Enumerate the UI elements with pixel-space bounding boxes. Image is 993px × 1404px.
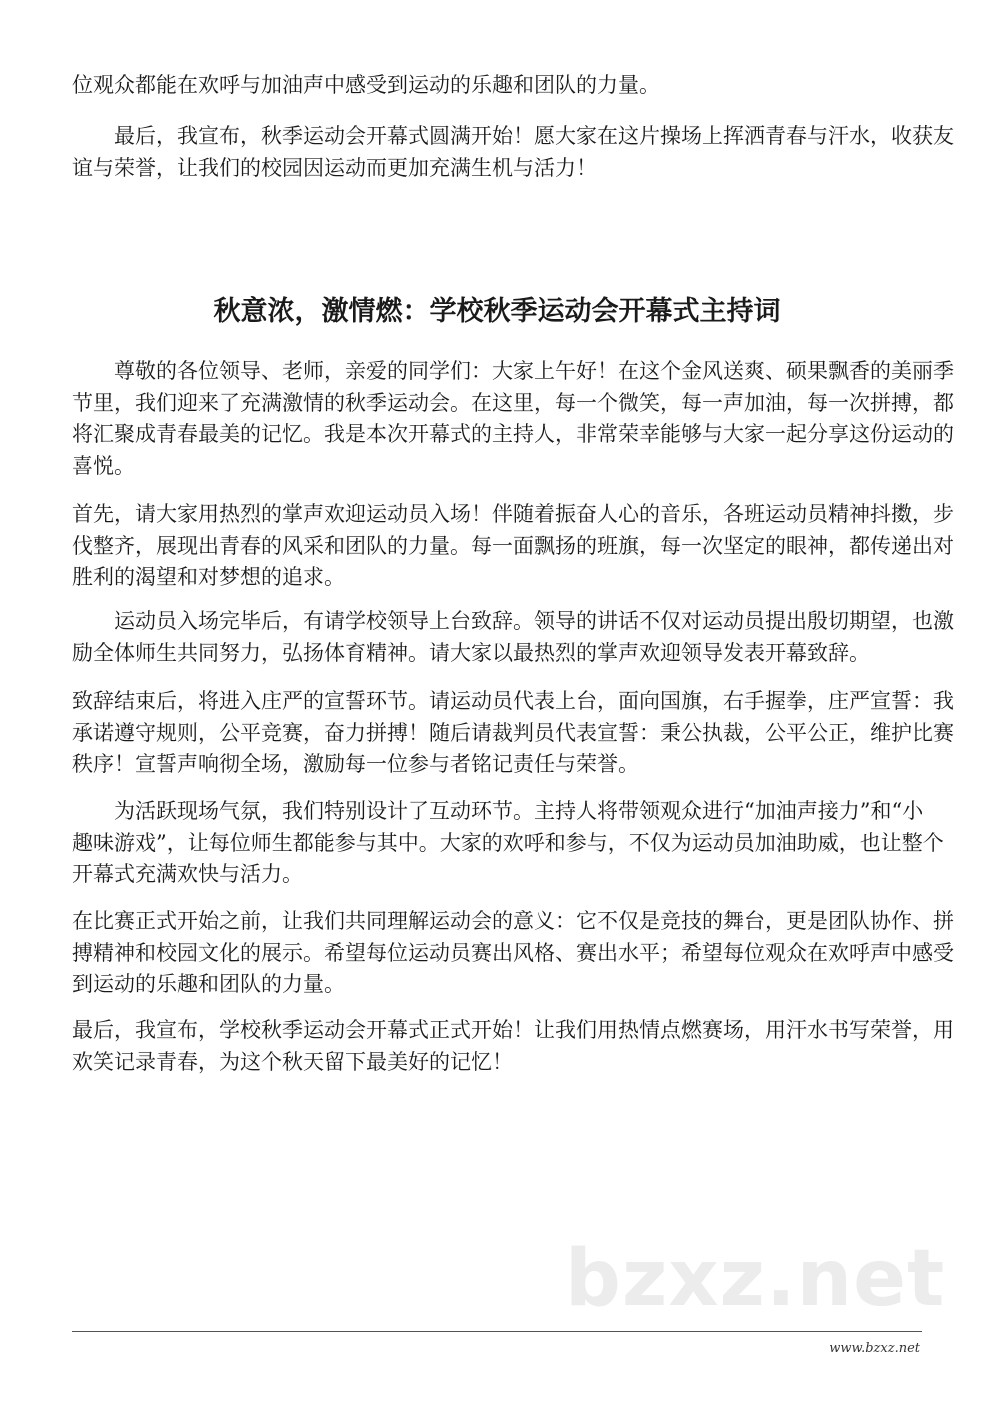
- paragraph-line: 谊与荣誉，让我们的校园因运动而更加充满生机与活力！: [72, 155, 597, 180]
- paragraph-line: 搏精神和校园文化的展示。希望每位运动员赛出风格、赛出水平；希望每位观众在欢呼声中感受: [72, 940, 954, 965]
- paragraph-line: 最后，我宣布，学校秋季运动会开幕式正式开始！让我们用热情点燃赛场，用汗水书写荣誉，用: [72, 1018, 954, 1042]
- paragraph-line: 欢笑记录青春，为这个秋天留下最美好的记忆！: [72, 1049, 513, 1074]
- paragraph-line: 为活跃现场气氛，我们特别设计了互动环节。主持人将带领观众进行“加油声接力”和“小: [114, 799, 924, 823]
- paragraph-line: 承诺遵守规则，公平竞赛，奋力拼搏！随后请裁判员代表宣誓：秉公执裁，公平公正，维护比赛: [72, 720, 954, 745]
- paragraph: [72, 1015, 954, 1078]
- paragraph: [72, 606, 954, 669]
- paragraph-line: 伐整齐，展现出青春的风采和团队的力量。每一面飘扬的班旗，每一次坚定的眼神，都传递出对: [72, 533, 954, 558]
- paragraph: [72, 499, 954, 594]
- paragraph-line: 在比赛正式开始之前，让我们共同理解运动会的意义：它不仅是竞技的舞台，更是团队协作、拼: [72, 909, 954, 933]
- paragraph-line: 运动员入场完毕后，有请学校领导上台致辞。领导的讲话不仅对运动员提出殷切期望，也激: [114, 609, 954, 633]
- paragraph-line: 开幕式充满欢快与活力。: [72, 862, 303, 886]
- paragraph-line: 趣味游戏”，让每位师生都能参与其中。大家的欢呼和参与，不仅为运动员加油助威，也让整个: [72, 830, 944, 855]
- footer-url: www.bzxz.net: [829, 1341, 920, 1356]
- paragraph-line: 致辞结束后，将进入庄严的宣誓环节。请运动员代表上台，面向国旗，右手握拳，庄严宣誓：我: [72, 689, 954, 713]
- paragraph-line: 胜利的渴望和对梦想的追求。: [72, 565, 345, 589]
- paragraph-line: 位观众都能在欢呼与加油声中感受到运动的乐趣和团队的力量。: [72, 73, 660, 97]
- watermark-logo: bzxz.net: [565, 1234, 946, 1324]
- paragraph-line: 秩序！宣誓声响彻全场，激励每一位参与者铭记责任与荣誉。: [72, 752, 639, 776]
- paragraph: [72, 121, 954, 184]
- paragraph-line: 尊敬的各位领导、老师，亲爱的同学们：大家上午好！在这个金风送爽、硕果飘香的美丽季: [114, 359, 954, 383]
- paragraph-line: 到运动的乐趣和团队的力量。: [72, 972, 345, 996]
- paragraph: [72, 796, 944, 891]
- document-title: 秋意浓，激情燃：学校秋季运动会开幕式主持词: [213, 296, 781, 327]
- footer-divider: [72, 1331, 922, 1332]
- paragraph: [72, 70, 922, 102]
- paragraph: [72, 686, 954, 781]
- paragraph-line: 将汇聚成青春最美的记忆。我是本次开幕式的主持人，非常荣幸能够与大家一起分享这份运动的: [72, 422, 954, 446]
- paragraph-line: 首先，请大家用热烈的掌声欢迎运动员入场！伴随着振奋人心的音乐，各班运动员精神抖擞，步: [72, 502, 954, 526]
- paragraph-line: 励全体师生共同努力，弘扬体育精神。请大家以最热烈的掌声欢迎领导发表开幕致辞。: [72, 640, 870, 665]
- paragraph: [72, 356, 954, 482]
- paragraph: [72, 906, 954, 1001]
- paragraph-line: 节里，我们迎来了充满激情的秋季运动会。在这里，每一个微笑，每一声加油，每一次拼搏，都: [72, 390, 954, 415]
- paragraph-line: 最后，我宣布，秋季运动会开幕式圆满开始！愿大家在这片操场上挥洒青春与汗水，收获友: [114, 124, 954, 148]
- paragraph-line: 喜悦。: [72, 453, 135, 478]
